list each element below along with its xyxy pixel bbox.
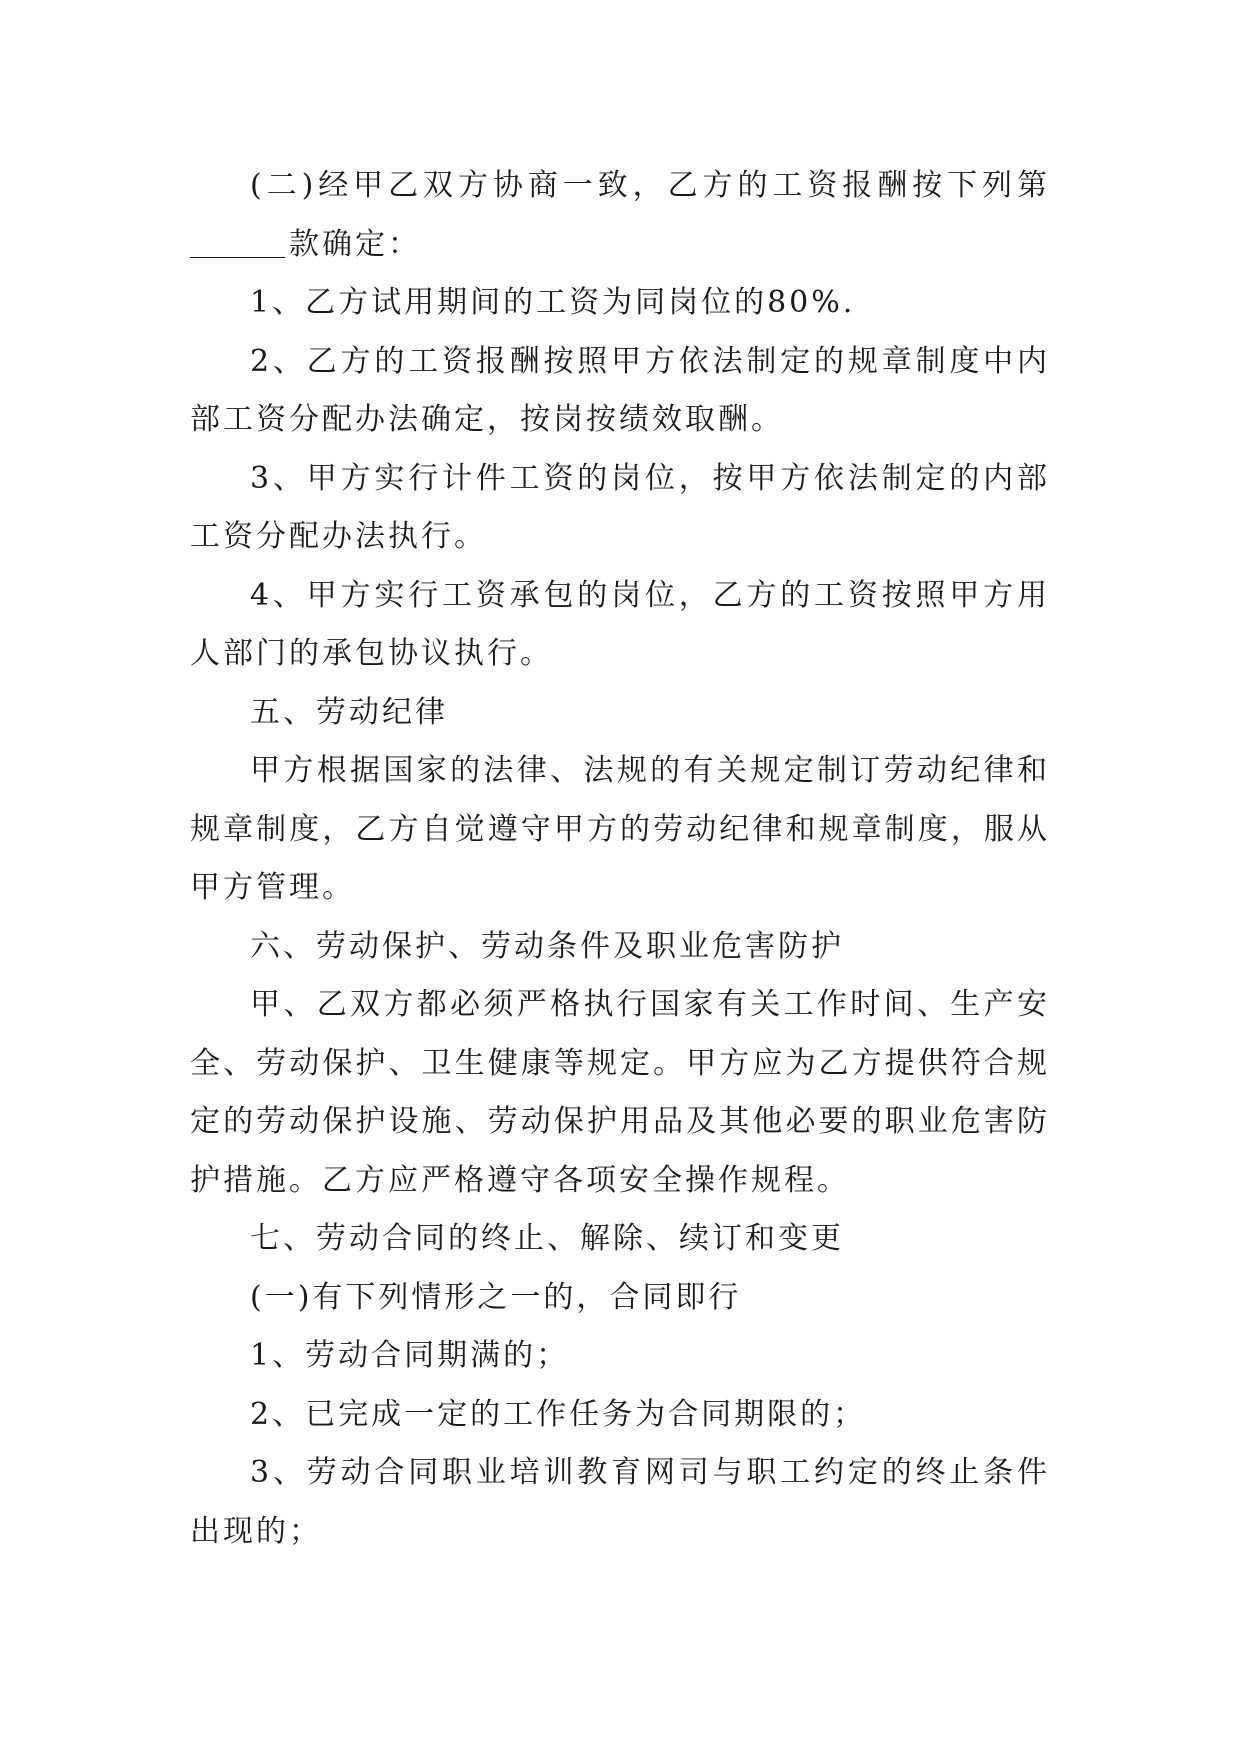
paragraph-termination-3: 3、劳动合同职业培训教育网司与职工约定的终止条件出现的； (190, 1455, 1050, 1549)
paragraph-text: (二)经甲乙双方协商一致，乙方的工资报酬按下列第 (250, 168, 1050, 203)
paragraph-termination-1: 1、劳动合同期满的； (250, 1338, 570, 1373)
section-heading-discipline: 五、劳动纪律 (250, 694, 448, 730)
paragraph-item-2: 2、乙方的工资报酬按照甲方依法制定的规章制度中内部工资分配办法确定，按岗按绩效取酬。 (190, 343, 1050, 437)
paragraph-termination-intro: (一)有下列情形之一的，合同即行 (250, 1279, 742, 1315)
paragraph-text: 款确定： (289, 226, 421, 262)
paragraph-termination-2: 2、已完成一定的工作任务为合同期限的； (250, 1396, 867, 1432)
paragraph-wage-terms (190, 157, 1050, 274)
document-page (190, 157, 1050, 1561)
section-heading-termination: 七、劳动合同的终止、解除、续订和变更 (250, 1221, 844, 1256)
paragraph-discipline: 甲方根据国家的法律、法规的有关规定制订劳动纪律和规章制度，乙方自觉遵守甲方的劳动纪律和规章制度，服从甲方管理。 (190, 753, 1050, 905)
section-heading-protection: 六、劳动保护、劳动条件及职业危害防护 (250, 928, 844, 964)
paragraph-item-1: 1、乙方试用期间的工资为同岗位的80%. (250, 285, 856, 320)
paragraph-item-4: 4、甲方实行工资承包的岗位，乙方的工资按照甲方用人部门的承包协议执行。 (190, 577, 1050, 671)
fill-in-blank (190, 227, 285, 258)
paragraph-protection: 甲、乙双方都必须严格执行国家有关工作时间、生产安全、劳动保护、卫生健康等规定。甲方应为乙方提供符合规定的劳动保护设施、劳动保护用品及其他必要的职业危害防护措施。乙方应严格遵守各项安全操作规程。 (190, 987, 1050, 1198)
paragraph-item-3: 3、甲方实行计件工资的岗位，按甲方依法制定的内部工资分配办法执行。 (190, 460, 1050, 554)
